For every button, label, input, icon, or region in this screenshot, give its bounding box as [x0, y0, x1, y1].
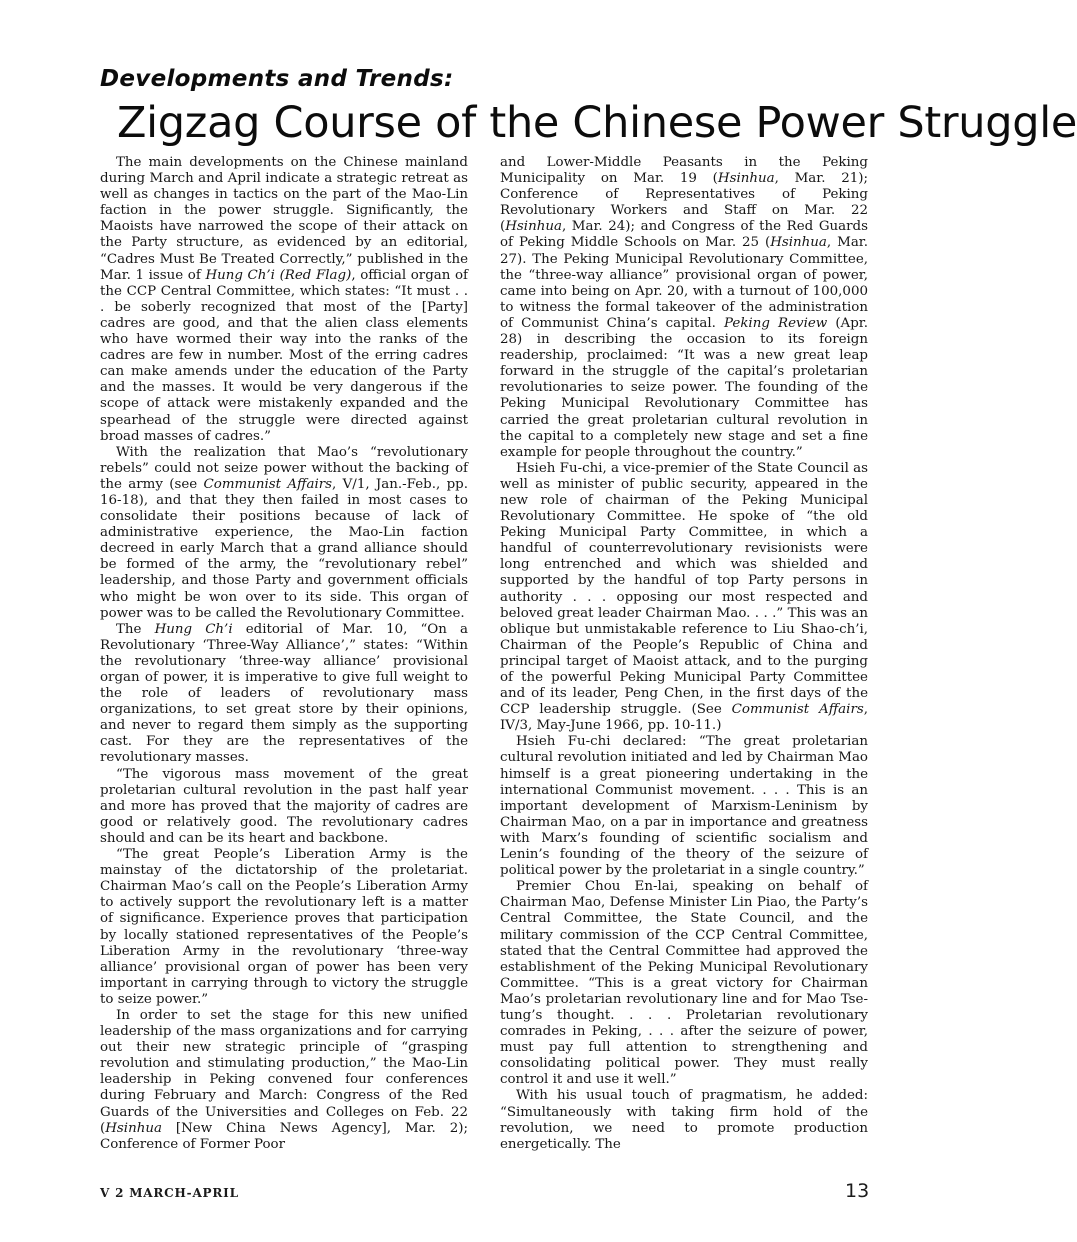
paragraph: Hsieh Fu-chi declared: “The great proletarian cultural revolution initiated and led by Chairman Mao himself is a great pioneering undertaking in the international Communist movement. . . . This is an important development of Marxism-Leninism by Chairman Mao, on a par in importance and greatness with Marx’s founding of scientific socialism and Lenin’s founding of the theory of the seizure of political power by the proletariat in a single country.”	[500, 734, 868, 879]
paragraph: In order to set the stage for this new unified leadership of the mass organizations and for carrying out their new strategic principle of “grasping revolution and stimulating production,” the Mao-Lin leadership in Peking convened four conferences during February and March: Congress of the Red Guards of the Universities and Colleges on Feb. 22 (Hsinhua [New China News Agency], Mar. 2); Conference of Former Poor	[100, 1007, 468, 1152]
paragraph: “The great People’s Liberation Army is the mainstay of the dictatorship of the proletariat. Chairman Mao’s call on the People’s Liberation Army to actively support the revolutionary left is a matter of significance. Experience proves that participation by locally stationed representatives of the People’s Liberation Army in the revolutionary ‘three-way alliance’ provisional organ of power has been very important in carrying through to victory the struggle to seize power.”	[100, 847, 468, 1007]
article-title: Zigzag Course of the Chinese Power Struggle	[117, 98, 1077, 148]
paragraph: and Lower-Middle Peasants in the Peking Municipality on Mar. 19 (Hsinhua, Mar. 21); Conference of Representatives of Peking Revolutionary Workers and Staff on Mar. 22 (Hsinhua, Mar. 24); and Congress of the Red Guards of Peking Middle Schools on Mar. 25 (Hsinhua, Mar. 27). The Peking Municipal Revolutionary Committee, the “three-way alliance” provisional organ of power, came into being on Apr. 20, with a turnout of 100,000 to witness the formal takeover of the administration of Communist China’s capital. Peking Review (Apr. 28) in describing the occasion to its foreign readership, proclaimed: “It was a new great leap forward in the struggle of the capital’s proletarian revolutionaries to seize power. The founding of the Peking Municipal Revolutionary Committee has carried the great proletarian cultural revolution in the capital to a completely new stage and set a fine example for people throughout the country.”	[500, 155, 868, 460]
publication-title: Hsinhua	[505, 219, 562, 235]
publication-title: Communist Affairs	[731, 702, 864, 718]
paragraph: With the realization that Mao’s “revolutionary rebels” could not seize power without the backing of the army (see Communist Affairs, V/1, Jan.-Feb., pp. 16-18), and that they then failed in most cases to consolidate their positions because of lack of administrative experience, the Mao-Lin faction decreed in early March that a grand alliance should be formed of the army, the “revolutionary rebel” leadership, and those Party and government officials who might be won over to its side. This organ of power was to be called the Revolutionary Committee.	[100, 444, 468, 621]
publication-title: Hung Ch’i (Red Flag)	[205, 267, 352, 283]
left-column	[100, 155, 468, 1153]
paragraph: Premier Chou En-lai, speaking on behalf of Chairman Mao, Defense Minister Lin Piao, the Party’s Central Committee, the State Council, and the military commission of the CCP Central Committee, stated that the Central Committee had approved the establishment of the Peking Municipal Revolutionary Committee. “This is a great victory for Chairman Mao’s proletarian revolutionary line and for Mao Tse-tung’s thought. . . . Proletarian revolutionary comrades in Peking, . . . after the seizure of power, must pay full attention to strengthening and consolidating political power. They must really control it and use it well.”	[500, 879, 868, 1088]
paragraph: “The vigorous mass movement of the great proletarian cultural revolution in the past half year and more has proved that the majority of cadres are good or relatively good. The revolutionary cadres should and can be its heart and backbone.	[100, 766, 468, 846]
publication-title: Peking Review	[723, 315, 828, 331]
publication-title: Hsinhua	[105, 1120, 162, 1136]
paragraph: The Hung Ch’i editorial of Mar. 10, “On a Revolutionary ‘Three-Way Alliance’,” states: “Within the revolutionary ‘three-way alliance’ provisional organ of power, it is imperative to give full weight to the role of leaders of revolutionary mass organizations, to set great store by their opinions, and never to regard them simply as the supporting cast. For they are the representatives of the revolutionary masses.	[100, 621, 468, 766]
publication-title: Communist Affairs	[203, 476, 333, 492]
publication-title: Hsinhua	[770, 235, 827, 251]
publication-title: Hung Ch’i	[154, 621, 233, 637]
section-kicker: Developments and Trends:	[100, 66, 454, 92]
issue-label: V 2 MARCH-APRIL	[100, 1186, 239, 1200]
paragraph: With his usual touch of pragmatism, he added: “Simultaneously with taking firm hold of the revolution, we need to promote production energetically. The	[500, 1088, 868, 1152]
publication-title: Hsinhua	[717, 171, 775, 187]
page-number: 13	[845, 1180, 870, 1202]
paragraph: The main developments on the Chinese mainland during March and April indicate a strategic retreat as well as changes in tactics on the part of the Mao-Lin faction in the power struggle. Significantly, the Maoists have narrowed the scope of their attack on the Party structure, as evidenced by an editorial, “Cadres Must Be Treated Correctly,” published in the Mar. 1 issue of Hung Ch’i (Red Flag), official organ of the CCP Central Committee, which states: “It must . . . be soberly recognized that most of the [Party] cadres are good, and that the alien class elements who have wormed their way into the ranks of the cadres are few in number. Most of the erring cadres can make amends under the education of the Party and the masses. It would be very dangerous if the scope of attack were mistakenly expanded and the spearhead of the struggle were directed against broad masses of cadres.”	[100, 155, 468, 444]
paragraph: Hsieh Fu-chi, a vice-premier of the State Council as well as minister of public security, appeared in the new role of chairman of the Peking Municipal Revolutionary Committee. He spoke of “the old Peking Municipal Party Committee, in which a handful of counterrevolutionary revisionists were long entrenched and which was shielded and supported by the handful of top Party persons in authority . . . opposing our most respected and beloved great leader Chairman Mao. . . .” This was an oblique but unmistakable reference to Liu Shao-ch’i, Chairman of the People’s Republic of China and principal target of Maoist attack, and to the purging of the powerful Peking Municipal Party Committee and of its leader, Peng Chen, in the first days of the CCP leadership struggle. (See Communist Affairs, IV/3, May-June 1966, pp. 10-11.)	[500, 460, 868, 734]
right-column	[500, 155, 868, 1153]
